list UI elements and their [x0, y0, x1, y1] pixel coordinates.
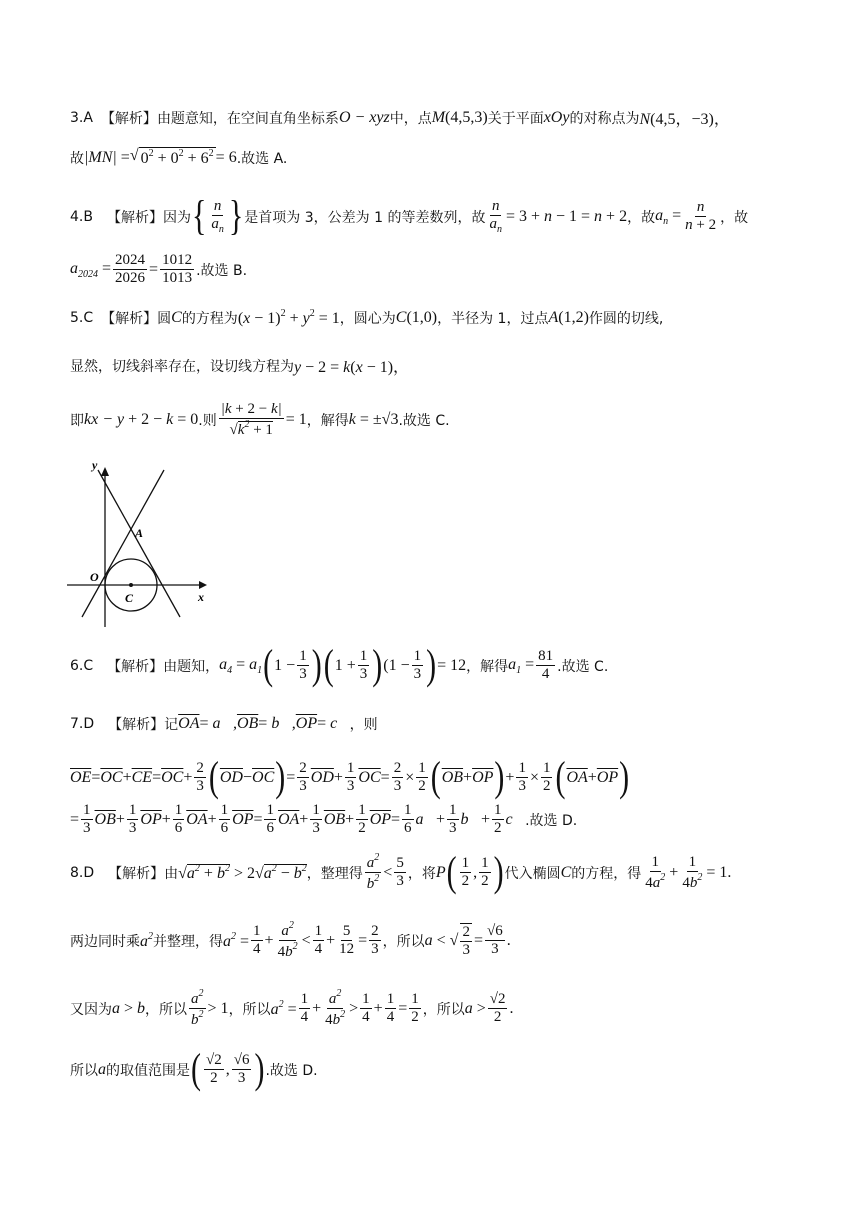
q8-line-4: 所以 a 的取值范围是 ( $\frac{√2}{2}$ , $\frac{√6}{3}$ ) .故选 D. — [70, 1045, 318, 1093]
label-o: O — [90, 570, 99, 584]
label-y: y — [92, 458, 98, 472]
q8-line-2: 两边同时乘 $a^2$ 并整理，得 $a^2$ = $\frac{1}{4}$ + $\frac{a^2}{4b^2}$ < $\frac{1}{4}$ + $\frac{5}{12}$ = $\frac{2}{3}$ ，所以 a < √ $\frac{2}{3}$ = $\frac{√6}{3}$ . — [70, 920, 511, 961]
label-a: A — [135, 526, 144, 540]
q3-tag: 【解析】 — [100, 110, 157, 127]
x-axis-arrow — [199, 581, 207, 589]
q8-line-1: 8.D 【解析】 由 $√a^2 + b^2 > 2√a^2 - b^2$ ，整理得 $\frac{a^2}{b^2}$ < $\frac{5}{3}$ ，将 P ( $\frac{1}{2}$ , $\frac{1}{2}$ ) 代入椭圆 C 的方程，得 $\frac{1}{4a^2}$ + $\frac{1}{4b^2}$ = 1. — [70, 848, 732, 896]
q8-line-3: 又因为 a > b ，所以 $\frac{a^2}{b^2}$ > 1 ，所以 $a^2$ = $\frac{1}{4}$ + $\frac{a^2}{4b^2}$ > $\frac{1}{4}$ + $\frac{1}{4}$ = $\frac{1}{2}$ ，所以 a > $\frac{√2}{2}$ . — [70, 988, 514, 1029]
label-x: x — [198, 590, 204, 604]
q7-line-2: $\overline{OE}$ = $\overline{OC}$ + $\overline{CE}$ = $\overline{OC}$ + $\frac{2}{3}$ ( $\overline{OD}$ − $\overline{OC}$ ) = $\frac{2}{3}$ $\overline{OD}$ + $\frac{1}{3}$ $\overline{OC}$ = $\frac{2}{3}$ × $\frac{1}{2}$ ( $\overline{OB}$ + $\overline{OP}$ ) + $\frac{1}{3}$ × $\frac{1}{2}$ ( $\overline{OA}$ + $\overline{OP}$ ) — [70, 753, 630, 801]
q5-line-2: 显然，切线斜率存在，设切线方程为 y − 2 = k(x − 1)， — [70, 358, 410, 376]
center-point — [129, 583, 133, 587]
q5-line-3: 即 kx − y + 2 − k = 0 .则 $\frac{|k + 2 - k|}{√k^2 + 1}$ = 1 ，解得 k = ±√3 .故选 C. — [70, 401, 450, 439]
q3-number: 3.A — [70, 109, 93, 126]
q5-line-1: 5.C 【解析】 圆 C 的方程为 $(x - 1)^2 + y^2 = 1$ ，圆心为 C(1,0) ，半径为 1，过点 A(1,2) 作圆的切线, — [70, 308, 664, 327]
q7-line-3: = $\frac{1}{3}$ $\overline{OB}$ + $\frac{1}{3}$ $\overline{OP}$ + $\frac{1}{6}$ $\overline{OA}$ + $\frac{1}{6}$ $\overline{OP}$ = $\frac{1}{6}$ $\overline{OA}$ + $\frac{1}{3}$ $\overline{OB}$ + $\frac{1}{2}$ $\overline{OP}$ = $\frac{1}{6}$ a⃗ + $\frac{1}{3}$ b⃗ + $\frac{1}{2}$ c⃗ .故选 D. — [70, 802, 578, 837]
q4-line-2: $a_{2024}$ = $\frac{2024}{2026}$ = $\frac{1012}{1013}$ .故选 B. — [70, 252, 248, 287]
q6-line-1: 6.C 【解析】 由题知， $a_4 = a_1$ ( 1 − $\frac{1}{3}$ ) ( 1 + $\frac{1}{3}$ ) (1 − $\frac{1}{3}$ ) = 12 ，解得 $a_1$ = $\frac{81}{4}$ .故选 C. — [70, 641, 609, 689]
q5-tangent-figure — [65, 455, 215, 630]
q4-line-1: 4.B 【解析】 因为 { $\frac{n}{a_n}$ } 是首项为 3，公差为 1 的等差数列，故 $\frac{n}{a_n}$ = 3 + n − 1 = n + 2 ，故 $a_n$ = $\frac{n}{n + 2}$ ，故 — [70, 193, 749, 240]
tangent-line-1 — [98, 470, 180, 617]
label-c: C — [125, 591, 134, 605]
q7-line-1: 7.D 【解析】 记 $\overline{OA}$ = a⃗, $\overline{OB}$ = b⃗, $\overline{OP}$ = c⃗ ，则 — [70, 715, 378, 733]
q3-line-2: 故 |MN| = √ $0^2 + 0^2 + 6^2$ = 6 .故选 A. — [70, 147, 288, 167]
y-axis-arrow — [101, 467, 109, 476]
tangent-line-2 — [82, 470, 164, 617]
q3-line-1: 3.A 【解析】 由题意知，在空间直角坐标系 O − xyz 中，点 M(4,5,3) 关于平面 xOy 的对称点为 N(4,5，−3)， — [70, 108, 730, 128]
